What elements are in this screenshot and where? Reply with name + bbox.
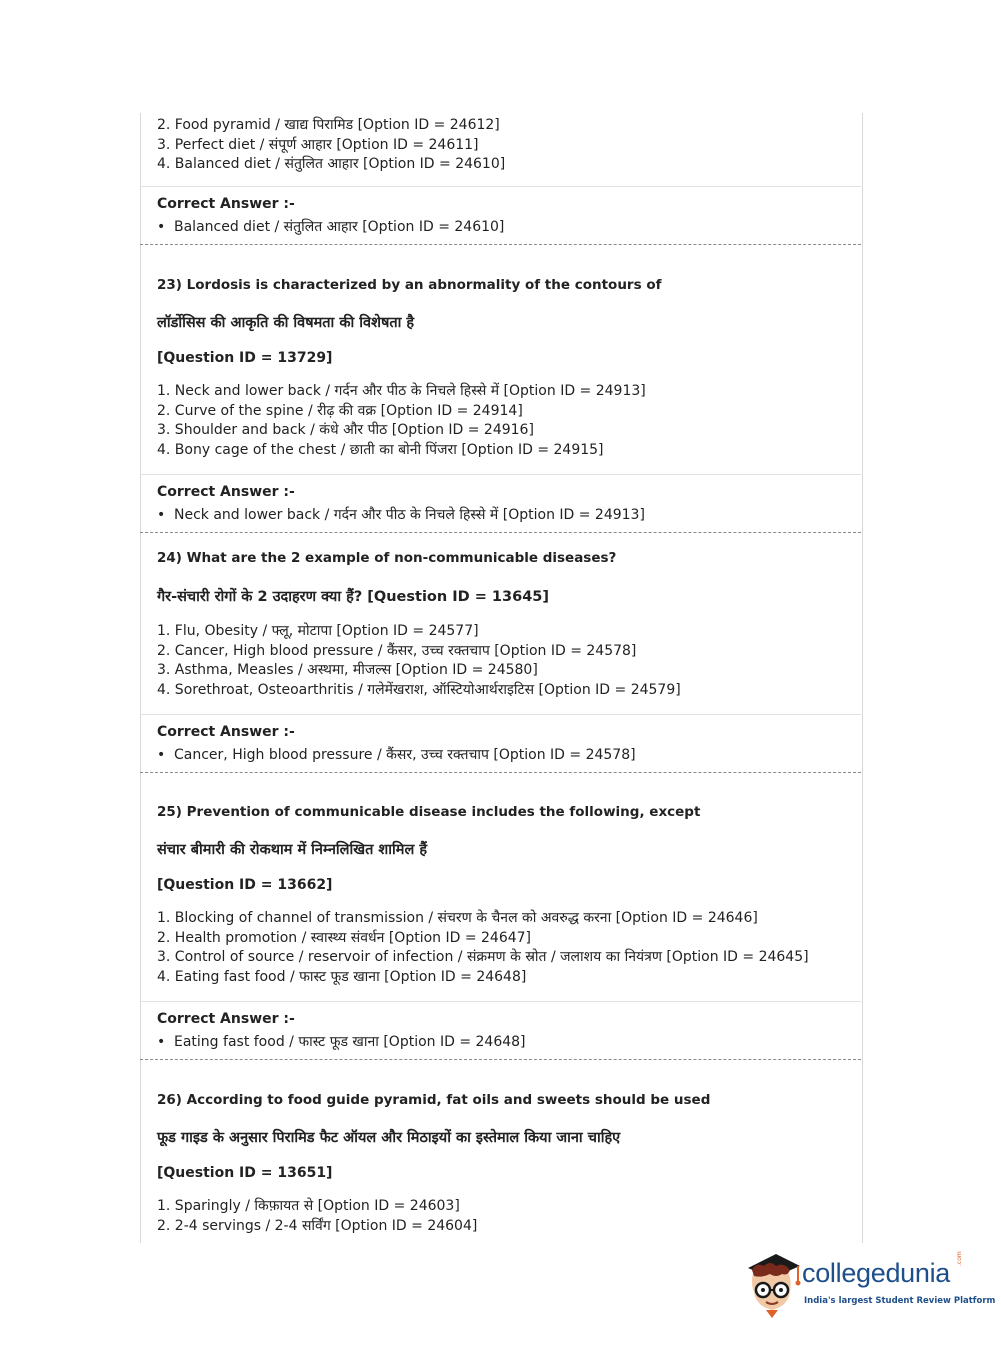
correct-answer-text: Cancer, High blood pressure / कैंसर, उच्च रक्तचाप [Option ID = 24578] (174, 747, 636, 763)
option: 1. Neck and lower back / गर्दन और पीठ के निचले हिस्से में [Option ID = 24913] (157, 383, 646, 399)
option: 2. Curve of the spine / रीढ़ की वक्र [Option ID = 24914] (157, 402, 523, 419)
collegedunia-logo (742, 1248, 996, 1320)
option: 3. Control of source / reservoir of infection / संक्रमण के स्रोत / जलाशय का नियंत्रण [Option ID = 24645] (157, 949, 809, 965)
option: 2. Food pyramid / खाद्य पिरामिड [Option ID = 24612] (157, 117, 500, 133)
q24-correct-answer (140, 714, 861, 773)
question-text-en: 26) According to food guide pyramid, fat oils and sweets should be used (157, 1092, 711, 1108)
question-id: [Question ID = 13662] (157, 877, 333, 893)
option: 3. Asthma, Measles / अस्थमा, मीजल्स [Option ID = 24580] (157, 662, 538, 678)
option: 4. Eating fast food / फास्ट फूड खाना [Option ID = 24648] (157, 968, 527, 985)
correct-answer-text: Eating fast food / फास्ट फूड खाना [Option ID = 24648] (174, 1034, 526, 1050)
option: 3. Shoulder and back / कंधे और पीठ [Option ID = 24916] (157, 422, 534, 438)
correct-answer-item: • Balanced diet / संतुलित आहार [Option ID = 24610] (157, 219, 505, 235)
option: 4. Bony cage of the chest / छाती का बोनी पिंजरा [Option ID = 24915] (157, 441, 604, 458)
brand-tagline: India's largest Student Review Platform (804, 1296, 996, 1306)
option: 1. Flu, Obesity / फ्लू, मोटापा [Option ID = 24577] (157, 623, 479, 639)
correct-answer-label: Correct Answer :- (157, 1011, 295, 1027)
question-text-en: 25) Prevention of communicable disease includes the following, except (157, 804, 701, 820)
option: 2. Health promotion / स्वास्थ्य संवर्धन [Option ID = 24647] (157, 929, 532, 946)
question-text-en: 23) Lordosis is characterized by an abnormality of the contours of (157, 277, 662, 293)
question-text-hi: गैर-संचारी रोगों के 2 उदाहरण क्या हैं? [Question ID = 13645] (157, 589, 550, 605)
q22-correct-answer (140, 186, 861, 245)
q25-question (140, 803, 861, 894)
q23-question (140, 276, 861, 367)
q26-question (140, 1091, 861, 1182)
q24-options (140, 622, 861, 714)
question-text-en: 24) What are the 2 example of non-communicable diseases? (157, 550, 617, 566)
question-text-hi: संचार बीमारी की रोकथाम में निम्नलिखित शामिल हैं (157, 842, 428, 858)
correct-answer-label: Correct Answer :- (157, 724, 295, 740)
brand-name: collegedunia (802, 1258, 951, 1288)
question-text-hi: फूड गाइड के अनुसार पिरामिड फैट ऑयल और मिठाइयों का इस्तेमाल किया जाना चाहिए (157, 1130, 621, 1146)
correct-answer-label: Correct Answer :- (157, 196, 295, 212)
q22-options (140, 114, 861, 186)
question-id: [Question ID = 13651] (157, 1165, 333, 1181)
option: 2. Cancer, High blood pressure / कैंसर, उच्च रक्तचाप [Option ID = 24578] (157, 642, 637, 659)
option: 1. Blocking of channel of transmission / संचरण के चैनल को अवरुद्ध करना [Option ID = 24646] (157, 910, 758, 926)
brand-domain-suffix: .com (956, 1251, 963, 1266)
student-mascot-icon (742, 1248, 802, 1318)
q25-correct-answer (140, 1001, 861, 1060)
option: 4. Sorethroat, Osteoarthritis / गलेमेंखराश, ऑस्टियोआर्थराइटिस [Option ID = 24579] (157, 681, 681, 698)
correct-answer-text: Neck and lower back / गर्दन और पीठ के निचले हिस्से में [Option ID = 24913] (174, 507, 645, 523)
question-id: [Question ID = 13729] (157, 350, 333, 366)
q23-options (140, 382, 861, 474)
option: 3. Perfect diet / संपूर्ण आहार [Option ID = 24611] (157, 136, 479, 153)
q25-options (140, 909, 861, 1001)
q24-question (140, 549, 861, 607)
correct-answer-label: Correct Answer :- (157, 484, 295, 500)
correct-answer-item: • Eating fast food / फास्ट फूड खाना [Option ID = 24648] (157, 1034, 526, 1050)
correct-answer-text: Balanced diet / संतुलित आहार [Option ID = 24610] (174, 219, 505, 235)
option: 1. Sparingly / किफ़ायत से [Option ID = 24603] (157, 1198, 460, 1214)
option: 2. 2-4 servings / 2-4 सर्विंग [Option ID = 24604] (157, 1217, 478, 1234)
q26-options (140, 1197, 861, 1236)
correct-answer-item: • Cancer, High blood pressure / कैंसर, उच्च रक्तचाप [Option ID = 24578] (157, 747, 636, 763)
correct-answer-item: • Neck and lower back / गर्दन और पीठ के निचले हिस्से में [Option ID = 24913] (157, 507, 645, 523)
q23-correct-answer (140, 474, 861, 533)
option: 4. Balanced diet / संतुलित आहार [Option ID = 24610] (157, 156, 506, 172)
question-text-hi: लॉर्डोसिस की आकृति की विषमता की विशेषता है (157, 315, 415, 331)
